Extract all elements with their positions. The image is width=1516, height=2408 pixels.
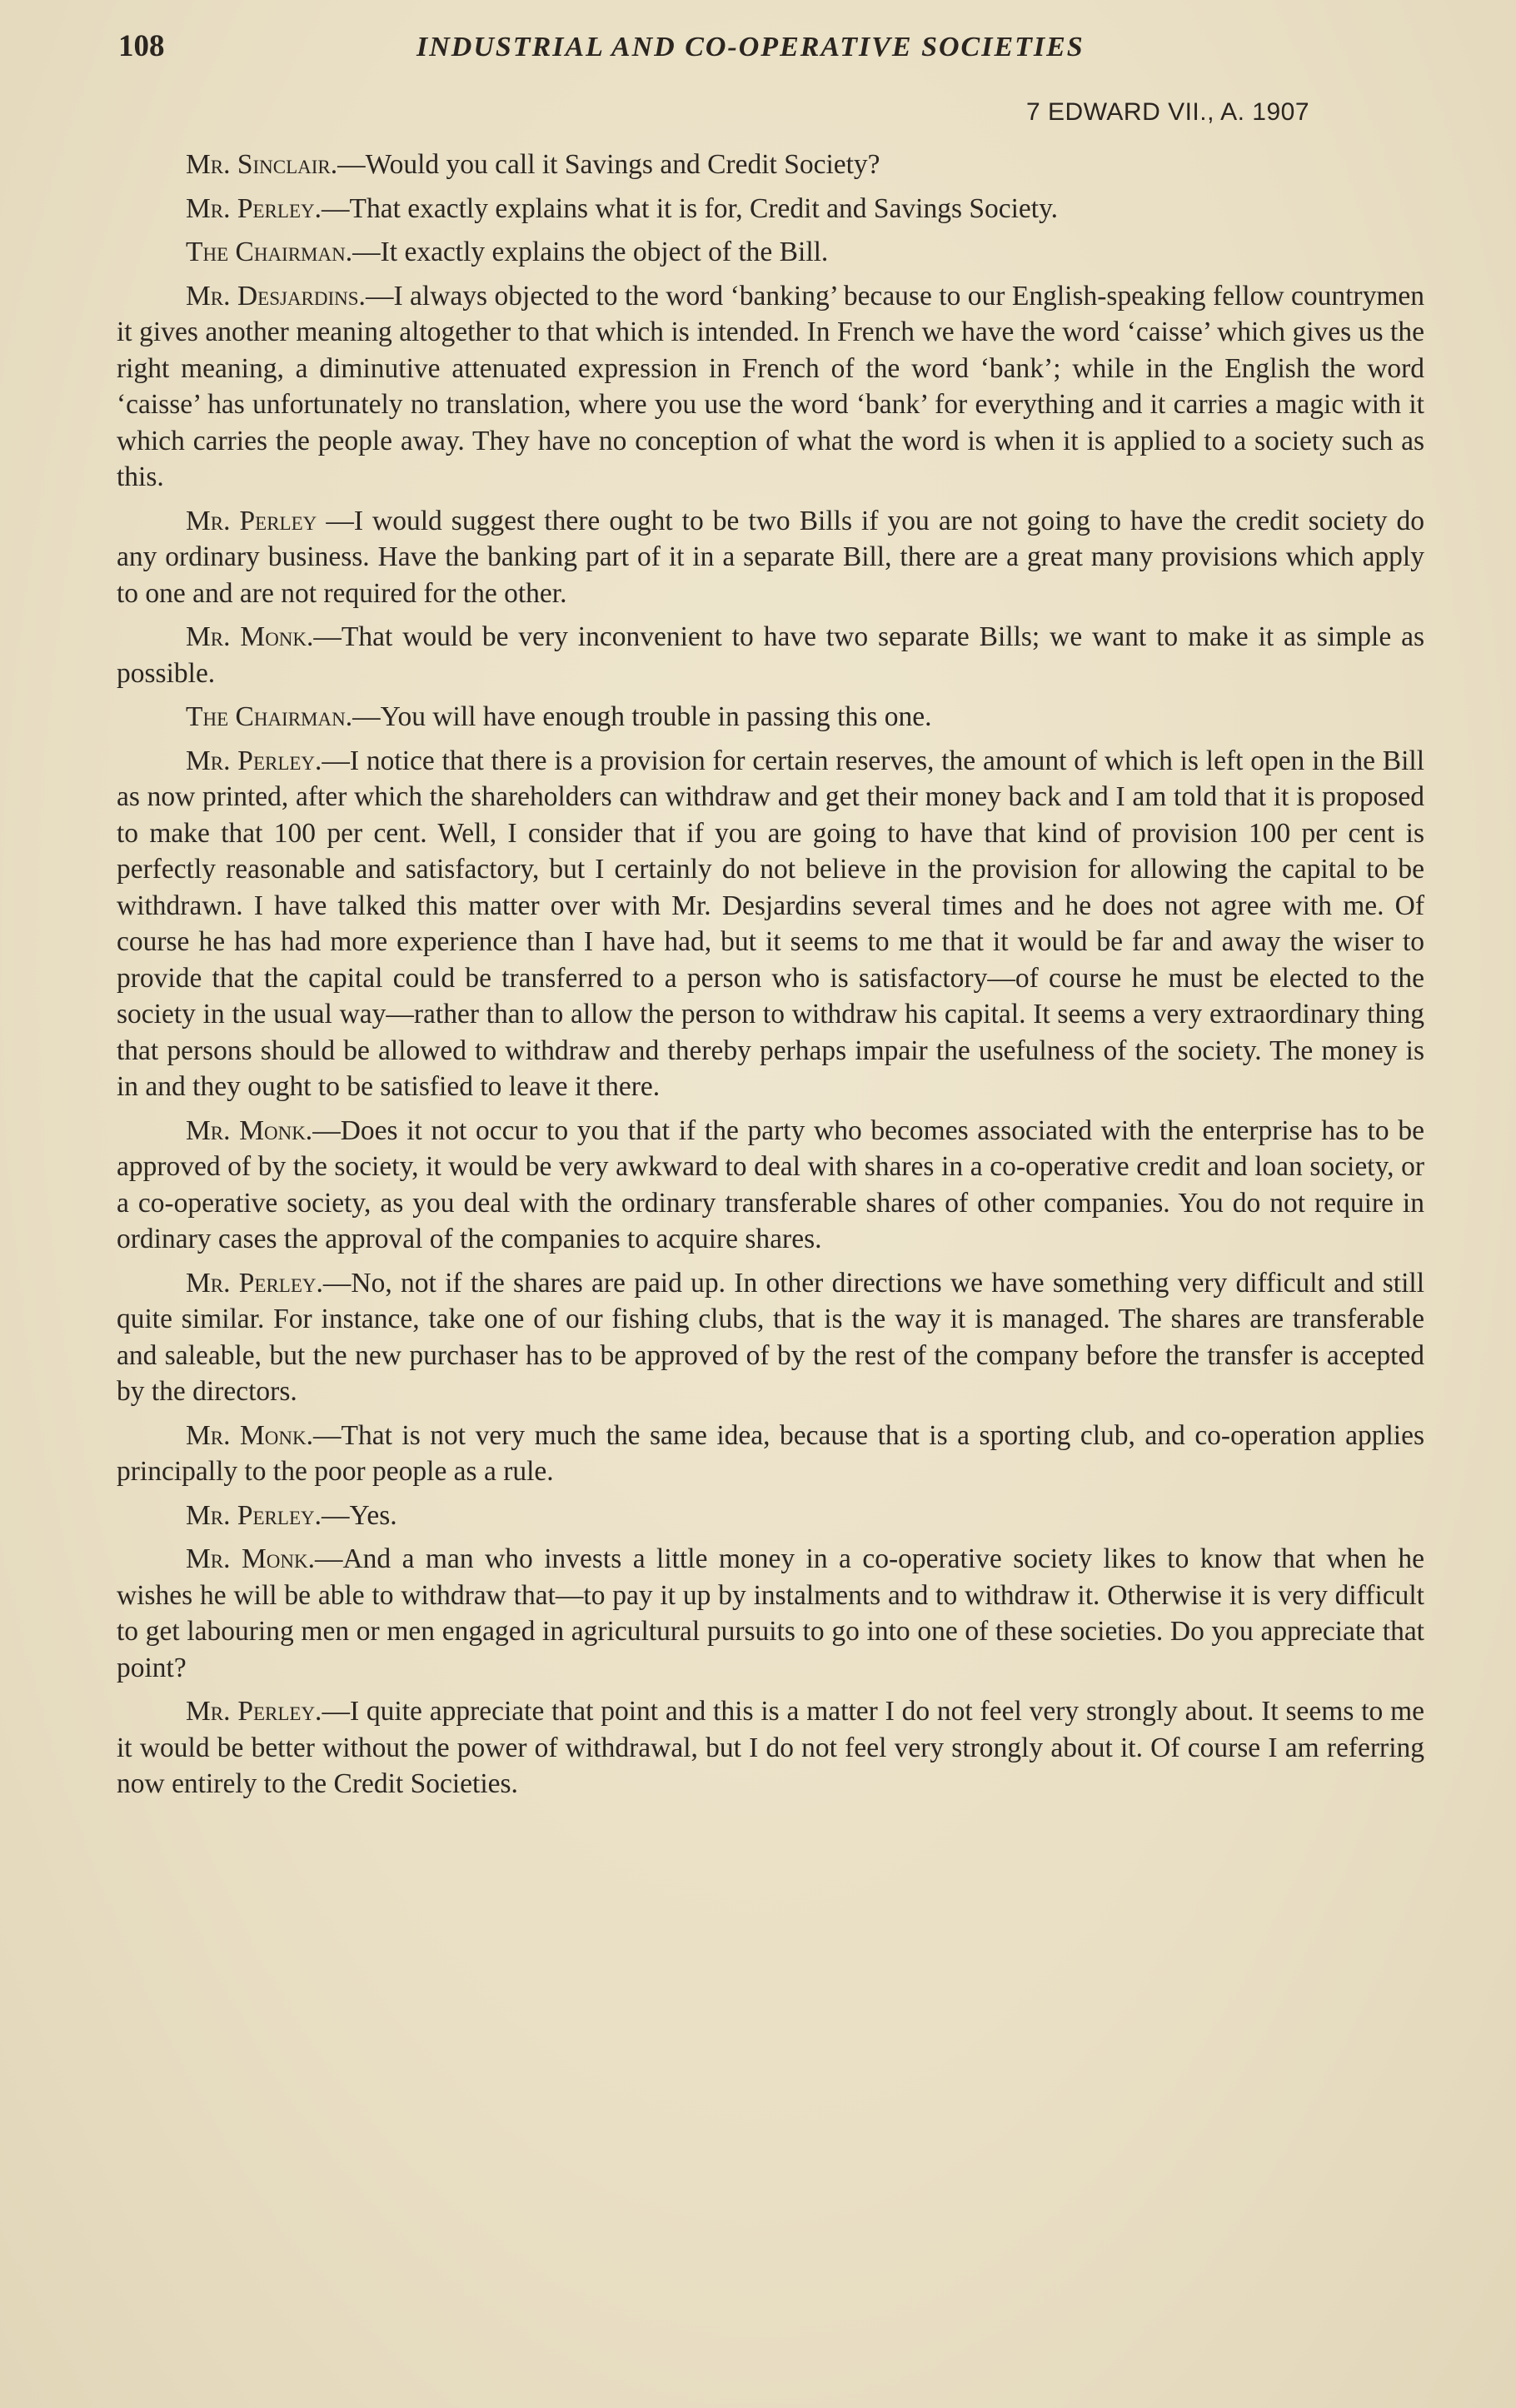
speaker-name: Mr. Perley. xyxy=(186,745,322,776)
paragraph xyxy=(117,1418,1424,1490)
speaker-name: The Chairman. xyxy=(186,237,353,267)
speech-text: —No, not if the shares are paid up. In other directions we have something very difficult and still quite similar. For instance, take one of our fishing clubs, that is the way it is managed. The shares are transferable and saleable, but the new purchaser has to be approved of by the rest of the company before the transfer is accepted by the directors. xyxy=(117,1267,1425,1407)
session-reference: 7 EDWARD VII., A. 1907 xyxy=(1026,98,1310,126)
paragraph xyxy=(117,619,1424,691)
paragraph xyxy=(117,1265,1424,1410)
speech-text: —Yes. xyxy=(321,1499,397,1531)
speech-text: —I always objected to the word ‘banking’ because to our English-speaking fellow countrymen it gives another meaning altogether to that which is intended. In French we have the word ‘caisse’ which gives us the right meaning, a diminutive attenuated expression in French of the word ‘bank’; while in the English the word ‘caisse’ has unfortunately no translation, where you use the word ‘bank’ for everything and it carries a magic with it which carries the people away. They have no conception of what the word is when it is applied to a society such as this. xyxy=(117,280,1424,492)
speaker-name: Mr. Perley xyxy=(186,505,317,536)
paragraph xyxy=(117,191,1424,227)
speech-text: —I quite appreciate that point and this is a matter I do not feel very strongly about. It seems to me it would be better without the power of withdrawal, but I do not feel very strongly about it. Of course I am referring now entirely to the Credit Societies. xyxy=(117,1696,1425,1799)
speech-text: —Does it not occur to you that if the party who becomes associated with the enterprise has to be approved of by the society, it would be very awkward to deal with shares in a co-operative credit and loan society, or a co-operative society, as you deal with the ordinary transferable shares of other companies. You do not require in ordinary cases the approval of the companies to acquire shares. xyxy=(117,1114,1424,1254)
paragraph xyxy=(117,147,1424,183)
paragraph xyxy=(117,234,1424,271)
speech-text: —I notice that there is a provision for certain reserves, the amount of which is left open in the Bill as now printed, after which the shareholders can withdraw and get their money back and I am told that it is proposed to make that 100 per cent. Well, I consider that if you are going to have that kind of provision 100 per cent is perfectly reasonable and satisfactory, but I certainly do not believe in the provision for allowing the capital to be withdrawn. I have talked this matter over with Mr. Desjardins several times and he does not agree with me. Of course he has had more experience than I have had, but it seems to me that it would be far and away the wiser to provide that the capital could be transferred to a person who is satisfactory—of course he must be elected to the society in the usual way—rather than to allow the person to withdraw his capital. It seems a very extraordinary thing that persons should be allowed to withdraw and thereby perhaps impair the usefulness of the society. The money is in and they ought to be satisfied to leave it there. xyxy=(117,745,1425,1102)
speaker-name: Mr. Monk. xyxy=(186,1114,313,1146)
page-number: 108 xyxy=(118,29,165,63)
transcript-body xyxy=(117,147,1424,1810)
paragraph xyxy=(117,278,1424,496)
speech-text: —Would you call it Savings and Credit Society? xyxy=(337,149,880,180)
speaker-name: Mr. Monk. xyxy=(186,1543,315,1574)
speaker-name: Mr. Perley. xyxy=(186,1696,322,1727)
speech-text: —That would be very inconvenient to have two separate Bills; we want to make it as simple as possible. xyxy=(117,621,1424,689)
speech-text: —That is not very much the same idea, because that is a sporting club, and co-operation applies principally to the poor people as a rule. xyxy=(117,1419,1425,1487)
speech-text: —That exactly explains what it is for, Credit and Savings Society. xyxy=(321,192,1059,224)
speaker-name: Mr. Perley. xyxy=(186,1267,323,1299)
paragraph xyxy=(117,1113,1424,1258)
speaker-name: Mr. Desjardins. xyxy=(186,280,366,312)
speech-text: —And a man who invests a little money in a co-operative society likes to know that when he wishes he will be able to withdraw that—to pay it up by instalments and to withdraw it. Otherwise it is very difficult to get labouring men or men engaged in agricultural pursuits to go into one of these societies. Do you appreciate that point? xyxy=(117,1543,1424,1683)
speaker-name: Mr. Sinclair. xyxy=(186,149,338,180)
speaker-name: Mr. Monk. xyxy=(186,1419,314,1451)
speech-text: —It exactly explains the object of the Bill. xyxy=(352,237,829,267)
paragraph xyxy=(117,1693,1424,1802)
speaker-name: Mr. Monk. xyxy=(186,621,314,652)
paragraph xyxy=(117,1541,1424,1686)
speaker-name: Mr. Perley. xyxy=(186,192,322,224)
speaker-name: The Chairman. xyxy=(186,701,353,732)
running-title: INDUSTRIAL AND CO-OPERATIVE SOCIETIES xyxy=(416,32,1085,62)
paragraph xyxy=(117,1498,1424,1534)
speaker-name: Mr. Perley. xyxy=(186,1499,322,1531)
paragraph xyxy=(117,503,1424,612)
paragraph xyxy=(117,743,1424,1105)
speech-text: —You will have enough trouble in passing this one. xyxy=(352,701,932,732)
speech-text: —I would suggest there ought to be two Bills if you are not going to have the credit society do any ordinary business. Have the banking part of it in a separate Bill, there are a great many provisions which apply to one and are not required for the other. xyxy=(117,505,1425,609)
paragraph xyxy=(117,699,1424,735)
